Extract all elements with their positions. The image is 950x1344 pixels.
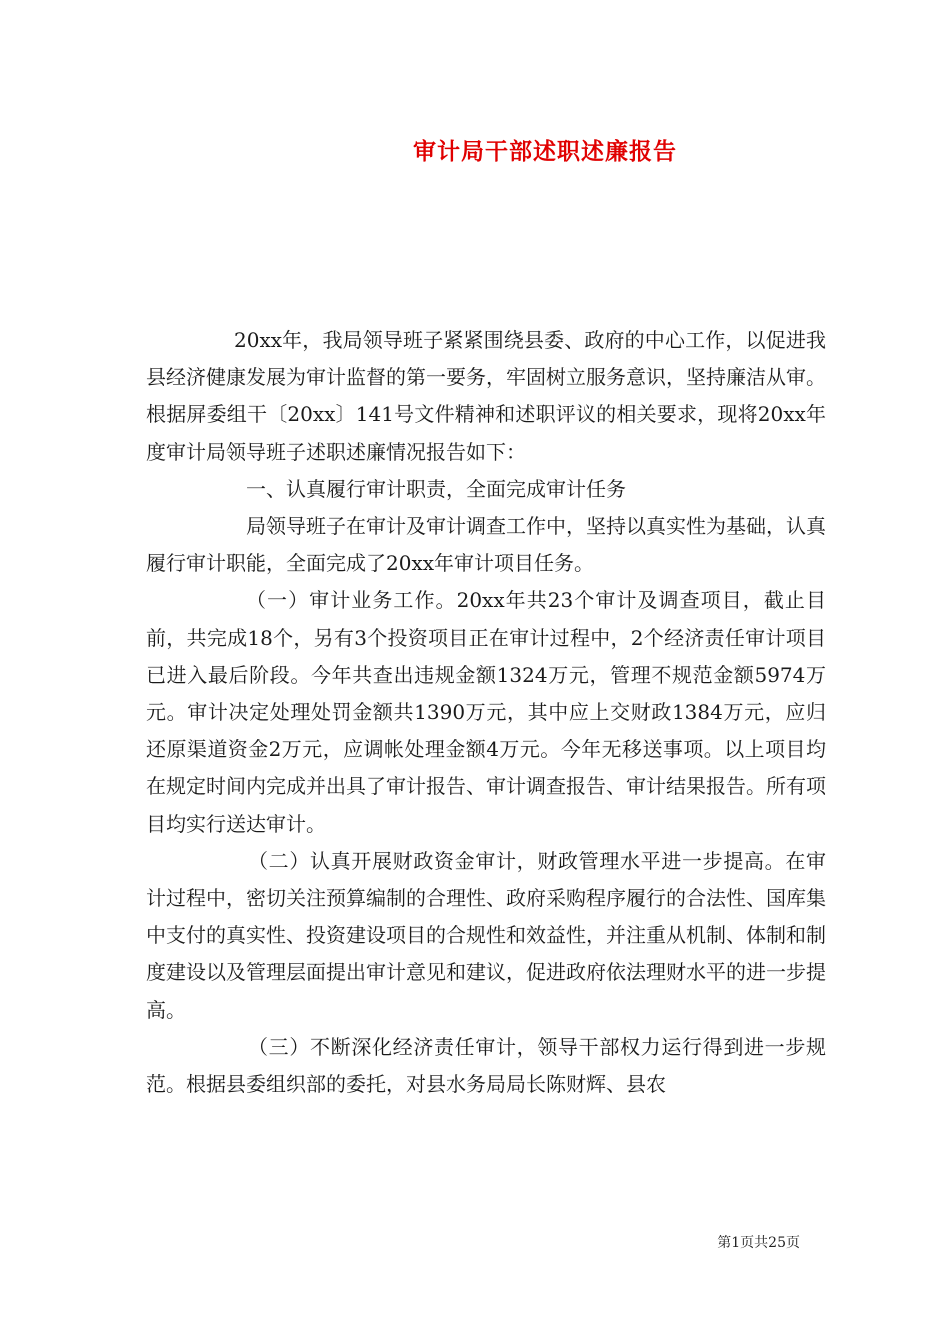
- paragraph-subsection-1: （一）审计业务工作。20xx年共23个审计及调查项目，截止目前，共完成18个，另有3个投资项目正在审计过程中，2个经济责任审计项目已进入最后阶段。今年共查出违规金额1324万元，管理不规范金额5974万元。审计决定处理处罚金额共1390万元，其中应上交财政1384万元，应归还原渠道资金2万元，应调帐处理金额4万元。今年无移送事项。以上项目均在规定时间内完成并出具了审计报告、审计调查报告、审计结果报告。所有项目均实行送达审计。: [146, 588, 826, 836]
- page-number-footer: 第1页共25页: [717, 1235, 800, 1251]
- section-heading-1: 一、认真履行审计职责，全面完成审计任务: [246, 476, 626, 501]
- paragraph-intro: 20xx年，我局领导班子紧紧围绕县委、政府的中心工作，以促进我县经济健康发展为审计监督的第一要务，牢固树立服务意识，坚持廉洁从审。根据屏委组干〔20xx〕141号文件精神和述职评议的相关要求，现将20xx年度审计局领导班子述职述廉情况报告如下：: [146, 328, 826, 464]
- document-body: [146, 322, 826, 1103]
- paragraph-section-1-intro: 局领导班子在审计及审计调查工作中，坚持以真实性为基础，认真履行审计职能，全面完成了20xx年审计项目任务。: [146, 514, 826, 576]
- document-title: 审计局干部述职述廉报告: [413, 138, 677, 165]
- paragraph-subsection-3: （三）不断深化经济责任审计，领导干部权力运行得到进一步规范。根据县委组织部的委托，对县水务局局长陈财辉、县农: [146, 1034, 826, 1097]
- paragraph-subsection-2: （二）认真开展财政资金审计，财政管理水平进一步提高。在审计过程中，密切关注预算编制的合理性、政府采购程序履行的合法性、国库集中支付的真实性、投资建设项目的合规性和效益性，并注重从机制、体制和制度建设以及管理层面提出审计意见和建议，促进政府依法理财水平的进一步提高。: [146, 848, 826, 1022]
